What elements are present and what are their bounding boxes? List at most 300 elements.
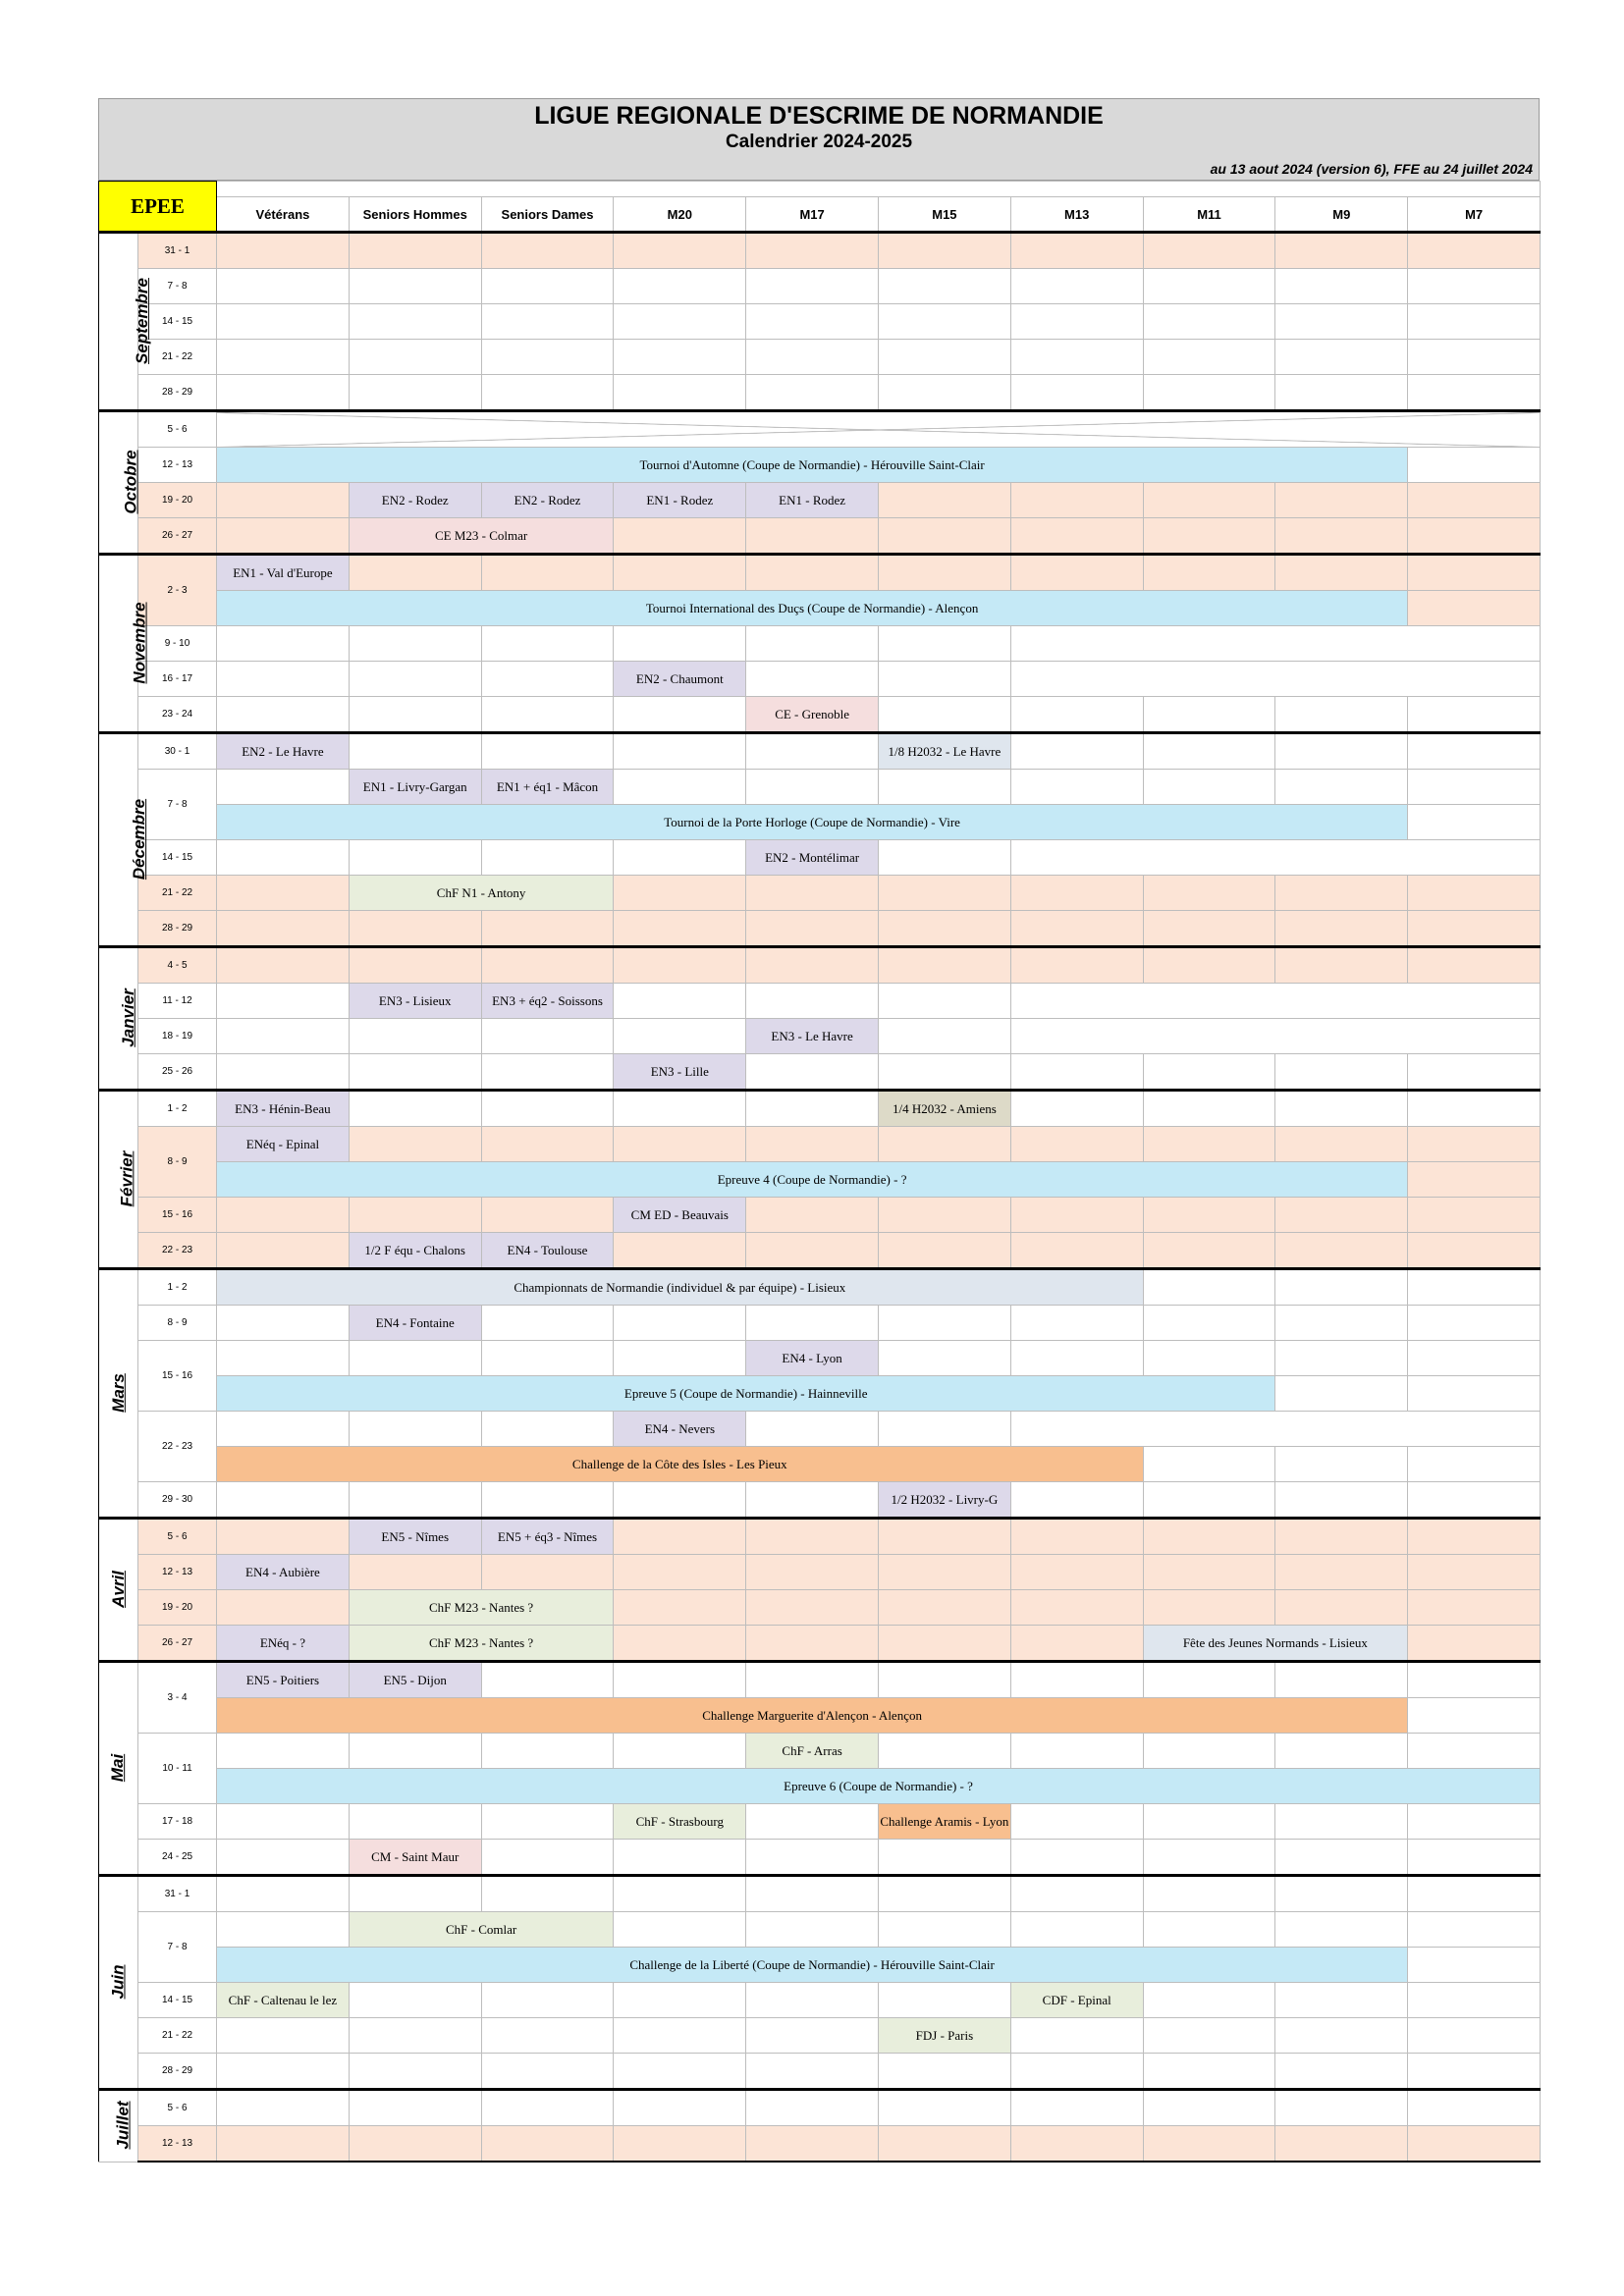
empty-cell (349, 2018, 481, 2054)
calendar-row (99, 2054, 1541, 2090)
empty-cell (349, 1054, 481, 1091)
empty-cell (746, 1555, 879, 1590)
empty-cell (1143, 1590, 1275, 1626)
date-cell: 21 - 22 (138, 876, 217, 911)
empty-cell (1143, 733, 1275, 770)
empty-cell (1143, 340, 1275, 375)
empty-cell (746, 304, 879, 340)
empty-cell (1143, 1447, 1275, 1482)
empty-cell (1408, 1376, 1541, 1412)
date-cell: 10 - 11 (138, 1734, 217, 1804)
empty-cell (1408, 1626, 1541, 1662)
empty-cell (1275, 1447, 1408, 1482)
empty-cell (1143, 770, 1275, 805)
empty-cell (217, 984, 350, 1019)
event-cell: Challenge Marguerite d'Alençon - Alençon (217, 1698, 1408, 1734)
calendar-row (99, 591, 1541, 626)
empty-cell (1010, 770, 1143, 805)
event-cell: 1/2 H2032 - Livry-G (879, 1482, 1011, 1519)
date-cell: 7 - 8 (138, 770, 217, 840)
empty-cell (1143, 2126, 1275, 2163)
empty-cell (1408, 1734, 1541, 1769)
calendar-row (99, 375, 1541, 411)
date-cell: 12 - 13 (138, 2126, 217, 2163)
empty-cell (1143, 1306, 1275, 1341)
empty-cell (1010, 1876, 1143, 1912)
empty-cell (481, 1555, 614, 1590)
empty-cell (481, 1054, 614, 1091)
event-cell: EN5 - Nîmes (349, 1519, 481, 1555)
empty-cell (217, 1876, 350, 1912)
event-cell: ChF - Arras (746, 1734, 879, 1769)
empty-cell (1408, 555, 1541, 591)
calendar-row (99, 626, 1541, 662)
empty-cell (746, 555, 879, 591)
date-cell: 17 - 18 (138, 1804, 217, 1840)
calendar-row (99, 2090, 1541, 2126)
empty-cell (349, 1555, 481, 1590)
empty-cell (1143, 1091, 1275, 1127)
event-cell: Challenge Aramis - Lyon (879, 1804, 1011, 1840)
empty-cell (1010, 2090, 1143, 2126)
empty-cell (614, 947, 746, 984)
empty-cell (879, 340, 1011, 375)
empty-cell (879, 483, 1011, 518)
month-label (99, 1519, 138, 1662)
empty-cell (1408, 2018, 1541, 2054)
empty-cell (217, 911, 350, 947)
event-cell: ENéq - Epinal (217, 1127, 350, 1162)
empty-cell (1275, 304, 1408, 340)
empty-cell (1010, 375, 1143, 411)
event-cell: EN5 - Poitiers (217, 1662, 350, 1698)
empty-cell (746, 1983, 879, 2018)
calendar-row (99, 1269, 1541, 1306)
date-cell: 22 - 23 (138, 1412, 217, 1482)
empty-cell (349, 947, 481, 984)
empty-cell (746, 1482, 879, 1519)
empty-cell (879, 697, 1011, 733)
empty-cell (217, 233, 350, 269)
page-subtitle: Calendrier 2024-2025 (725, 132, 913, 152)
event-cell: EN4 - Fontaine (349, 1306, 481, 1341)
empty-cell (1408, 697, 1541, 733)
event-cell: EN3 + éq2 - Soissons (481, 984, 614, 1019)
month-name: Avril (108, 1571, 128, 1608)
empty-cell (1408, 269, 1541, 304)
empty-cell (481, 947, 614, 984)
date-cell: 19 - 20 (138, 1590, 217, 1626)
empty-cell (1408, 1054, 1541, 1091)
date-cell: 30 - 1 (138, 733, 217, 770)
empty-cell (1010, 2054, 1143, 2090)
empty-cell (879, 626, 1011, 662)
calendar-row (99, 1019, 1541, 1054)
empty-cell (217, 518, 350, 555)
empty-cell (1010, 840, 1540, 876)
empty-cell (217, 947, 350, 984)
empty-cell (1010, 1590, 1143, 1626)
empty-cell (349, 1091, 481, 1127)
event-cell: EN4 - Nevers (614, 1412, 746, 1447)
date-cell: 2 - 3 (138, 555, 217, 626)
event-cell: Challenge de la Liberté (Coupe de Normandie) - Hérouville Saint-Clair (217, 1948, 1408, 1983)
empty-cell (481, 1306, 614, 1341)
calendar-row (99, 911, 1541, 947)
calendar-row (99, 2126, 1541, 2163)
empty-cell (481, 1804, 614, 1840)
empty-cell (1143, 1555, 1275, 1590)
event-cell: CDF - Epinal (1010, 1983, 1143, 2018)
empty-cell (1275, 733, 1408, 770)
empty-cell (1010, 483, 1143, 518)
date-cell: 5 - 6 (138, 411, 217, 448)
empty-cell (481, 1198, 614, 1233)
event-cell: CM ED - Beauvais (614, 1198, 746, 1233)
event-cell: Tournoi de la Porte Horloge (Coupe de Normandie) - Vire (217, 805, 1408, 840)
header-row (99, 182, 1541, 197)
empty-cell (481, 1983, 614, 2018)
empty-cell (1143, 2054, 1275, 2090)
empty-cell (614, 555, 746, 591)
empty-cell (481, 555, 614, 591)
empty-cell (217, 662, 350, 697)
empty-cell (1275, 1983, 1408, 2018)
empty-cell (1143, 1269, 1275, 1306)
empty-cell (1408, 1804, 1541, 1840)
empty-cell (614, 1840, 746, 1876)
empty-cell (481, 840, 614, 876)
empty-cell (1275, 1590, 1408, 1626)
empty-cell (1408, 1555, 1541, 1590)
empty-cell (217, 1054, 350, 1091)
month-name: Janvier (118, 988, 137, 1047)
event-cell: ChF - Caltenau le lez (217, 1983, 350, 2018)
empty-cell (614, 2126, 746, 2163)
empty-cell (746, 269, 879, 304)
calendar-row (99, 662, 1541, 697)
calendar-row (99, 411, 1541, 448)
date-cell: 21 - 22 (138, 340, 217, 375)
empty-cell (1010, 1840, 1143, 1876)
calendar-row (99, 805, 1541, 840)
month-label (99, 1662, 138, 1876)
empty-cell (746, 1626, 879, 1662)
empty-cell (614, 2018, 746, 2054)
date-cell: 12 - 13 (138, 1555, 217, 1590)
calendar-row (99, 1698, 1541, 1734)
empty-cell (1275, 1519, 1408, 1555)
date-cell: 1 - 2 (138, 1269, 217, 1306)
empty-cell (1010, 911, 1143, 947)
calendar-row (99, 1912, 1541, 1948)
empty-cell (746, 2054, 879, 2090)
event-cell: EN2 - Montélimar (746, 840, 879, 876)
empty-cell (746, 2126, 879, 2163)
page-title: LIGUE REGIONALE D'ESCRIME DE NORMANDIE (534, 102, 1104, 130)
calendar-row (99, 2018, 1541, 2054)
empty-cell (217, 304, 350, 340)
empty-cell (614, 1590, 746, 1626)
date-cell: 12 - 13 (138, 448, 217, 483)
empty-cell (1408, 1840, 1541, 1876)
empty-cell (614, 340, 746, 375)
empty-cell (1010, 1233, 1143, 1269)
calendar-row (99, 1626, 1541, 1662)
empty-cell (349, 1198, 481, 1233)
empty-cell (1010, 1555, 1143, 1590)
empty-cell (1275, 1269, 1408, 1306)
header-blank (217, 182, 1541, 197)
empty-cell (217, 340, 350, 375)
empty-cell (1010, 555, 1143, 591)
empty-cell (1143, 1482, 1275, 1519)
empty-cell (614, 1341, 746, 1376)
empty-cell (879, 1198, 1011, 1233)
empty-cell (1408, 947, 1541, 984)
empty-cell (1143, 2090, 1275, 2126)
empty-cell (614, 770, 746, 805)
month-name: Mai (108, 1753, 128, 1783)
calendar-row (99, 1198, 1541, 1233)
empty-cell (879, 1306, 1011, 1341)
empty-cell (1275, 697, 1408, 733)
empty-cell (1143, 233, 1275, 269)
empty-cell (217, 269, 350, 304)
empty-cell (349, 1412, 481, 1447)
column-header: M7 (1408, 197, 1541, 233)
date-cell: 8 - 9 (138, 1306, 217, 1341)
empty-cell (1010, 518, 1143, 555)
empty-cell (614, 1876, 746, 1912)
month-label (99, 233, 151, 411)
column-header: M20 (614, 197, 746, 233)
event-cell: EN4 - Toulouse (481, 1233, 614, 1269)
empty-cell (217, 1482, 350, 1519)
calendar-row (99, 518, 1541, 555)
empty-cell (879, 1662, 1011, 1698)
empty-cell (1275, 1127, 1408, 1162)
empty-cell (746, 1198, 879, 1233)
empty-cell (349, 1876, 481, 1912)
empty-cell (1408, 1091, 1541, 1127)
empty-cell (349, 1983, 481, 2018)
empty-cell (1408, 770, 1541, 805)
empty-cell (879, 304, 1011, 340)
empty-cell (879, 947, 1011, 984)
empty-cell (614, 269, 746, 304)
event-cell: Tournoi d'Automne (Coupe de Normandie) - Hérouville Saint-Clair (217, 448, 1408, 483)
event-cell: 1/8 H2032 - Le Havre (879, 733, 1011, 770)
empty-cell (1275, 555, 1408, 591)
calendar-row (99, 304, 1541, 340)
event-cell: EN3 - Hénin-Beau (217, 1091, 350, 1127)
empty-cell (879, 375, 1011, 411)
event-cell: CM - Saint Maur (349, 1840, 481, 1876)
empty-cell (746, 1590, 879, 1626)
empty-cell (1010, 1054, 1143, 1091)
event-cell: EN4 - Aubière (217, 1555, 350, 1590)
empty-cell (1408, 1233, 1541, 1269)
empty-cell (879, 1876, 1011, 1912)
empty-cell (1408, 483, 1541, 518)
calendar-row (99, 483, 1541, 518)
empty-cell (879, 1590, 1011, 1626)
month-label (99, 1876, 138, 2090)
empty-cell (1010, 1306, 1143, 1341)
empty-cell (879, 1840, 1011, 1876)
calendar-row (99, 448, 1541, 483)
empty-cell (746, 626, 879, 662)
empty-cell (1408, 1876, 1541, 1912)
calendar-row (99, 340, 1541, 375)
event-cell: EN1 - Livry-Gargan (349, 770, 481, 805)
calendar-row (99, 1590, 1541, 1626)
empty-cell (1408, 340, 1541, 375)
empty-cell (1275, 1306, 1408, 1341)
empty-cell (481, 911, 614, 947)
empty-cell (614, 518, 746, 555)
empty-cell (879, 662, 1011, 697)
empty-cell (1275, 1555, 1408, 1590)
empty-cell (746, 1091, 879, 1127)
empty-cell (217, 840, 350, 876)
empty-cell (1143, 1840, 1275, 1876)
empty-cell (614, 840, 746, 876)
empty-cell (217, 2126, 350, 2163)
calendar-row (99, 1162, 1541, 1198)
calendar-row (99, 1948, 1541, 1983)
empty-cell (1010, 947, 1143, 984)
empty-cell (1143, 483, 1275, 518)
empty-cell (746, 518, 879, 555)
empty-cell (481, 626, 614, 662)
calendar-row (99, 1447, 1541, 1482)
column-header: Seniors Dames (481, 197, 614, 233)
empty-cell (1408, 1198, 1541, 1233)
empty-cell (1408, 1447, 1541, 1482)
empty-cell (1010, 304, 1143, 340)
empty-cell (1408, 1341, 1541, 1376)
empty-cell (1408, 1662, 1541, 1698)
empty-cell (1010, 984, 1540, 1019)
calendar-row (99, 555, 1541, 591)
empty-cell (1408, 2090, 1541, 2126)
empty-cell (1143, 1341, 1275, 1376)
version-note: au 13 aout 2024 (version 6), FFE au 24 juillet 2024 (1210, 161, 1533, 177)
empty-cell (217, 1233, 350, 1269)
empty-cell (1275, 2090, 1408, 2126)
empty-cell (1143, 911, 1275, 947)
empty-cell (217, 2090, 350, 2126)
calendar-row (99, 770, 1541, 805)
column-header: Vétérans (217, 197, 350, 233)
calendar-row (99, 1876, 1541, 1912)
event-cell: EN4 - Lyon (746, 1341, 879, 1376)
event-cell: EN1 - Rodez (746, 483, 879, 518)
empty-cell (614, 1734, 746, 1769)
calendar-row (99, 1127, 1541, 1162)
empty-cell (1275, 2018, 1408, 2054)
calendar-row (99, 1519, 1541, 1555)
empty-cell (1408, 448, 1541, 483)
empty-cell (217, 1412, 350, 1447)
empty-cell (1143, 269, 1275, 304)
empty-cell (1143, 1983, 1275, 2018)
empty-cell (614, 1912, 746, 1948)
date-cell: 14 - 15 (138, 840, 217, 876)
column-header: M9 (1275, 197, 1408, 233)
event-cell: Fête des Jeunes Normands - Lisieux (1143, 1626, 1408, 1662)
calendar-row (99, 1769, 1541, 1804)
empty-cell (1143, 2018, 1275, 2054)
empty-cell (1408, 1127, 1541, 1162)
column-header-row (99, 197, 1541, 233)
empty-cell (614, 304, 746, 340)
event-cell: EN3 - Lisieux (349, 984, 481, 1019)
date-cell: 8 - 9 (138, 1127, 217, 1198)
empty-cell (879, 1412, 1011, 1447)
empty-cell (1408, 876, 1541, 911)
event-cell: Championnats de Normandie (individuel & par équipe) - Lisieux (217, 1269, 1144, 1306)
event-cell: CE M23 - Colmar (349, 518, 614, 555)
date-cell: 4 - 5 (138, 947, 217, 984)
empty-cell (614, 1555, 746, 1590)
event-cell: EN2 - Chaumont (614, 662, 746, 697)
empty-cell (614, 375, 746, 411)
page-header (98, 98, 1540, 181)
event-cell: ChF M23 - Nantes ? (349, 1626, 614, 1662)
empty-cell (1010, 1912, 1143, 1948)
empty-cell (879, 840, 1011, 876)
date-cell: 29 - 30 (138, 1482, 217, 1519)
event-cell: EN5 - Dijon (349, 1662, 481, 1698)
empty-cell (481, 2090, 614, 2126)
empty-cell (879, 269, 1011, 304)
empty-cell (1010, 1626, 1143, 1662)
empty-cell (879, 876, 1011, 911)
empty-cell (349, 1734, 481, 1769)
event-cell: EN1 - Val d'Europe (217, 555, 350, 591)
empty-cell (1275, 233, 1408, 269)
empty-cell (1408, 1306, 1541, 1341)
date-cell: 7 - 8 (138, 269, 217, 304)
date-cell: 24 - 25 (138, 1840, 217, 1876)
empty-cell (349, 733, 481, 770)
empty-cell (746, 911, 879, 947)
empty-cell (481, 1412, 614, 1447)
empty-cell (614, 984, 746, 1019)
empty-cell (481, 733, 614, 770)
empty-cell (614, 911, 746, 947)
calendar-row (99, 1412, 1541, 1447)
empty-cell (1143, 1054, 1275, 1091)
empty-cell (1408, 2126, 1541, 2163)
month-name: Juillet (113, 2101, 133, 2150)
event-cell: ENéq - ? (217, 1626, 350, 1662)
empty-cell (1143, 1876, 1275, 1912)
empty-cell (1010, 340, 1143, 375)
empty-cell (1143, 1912, 1275, 1948)
month-label (99, 1091, 138, 1269)
empty-cell (349, 304, 481, 340)
empty-cell (879, 1519, 1011, 1555)
empty-cell (481, 1840, 614, 1876)
empty-cell (746, 1233, 879, 1269)
empty-cell (349, 911, 481, 947)
empty-cell (746, 1054, 879, 1091)
empty-cell (614, 1626, 746, 1662)
